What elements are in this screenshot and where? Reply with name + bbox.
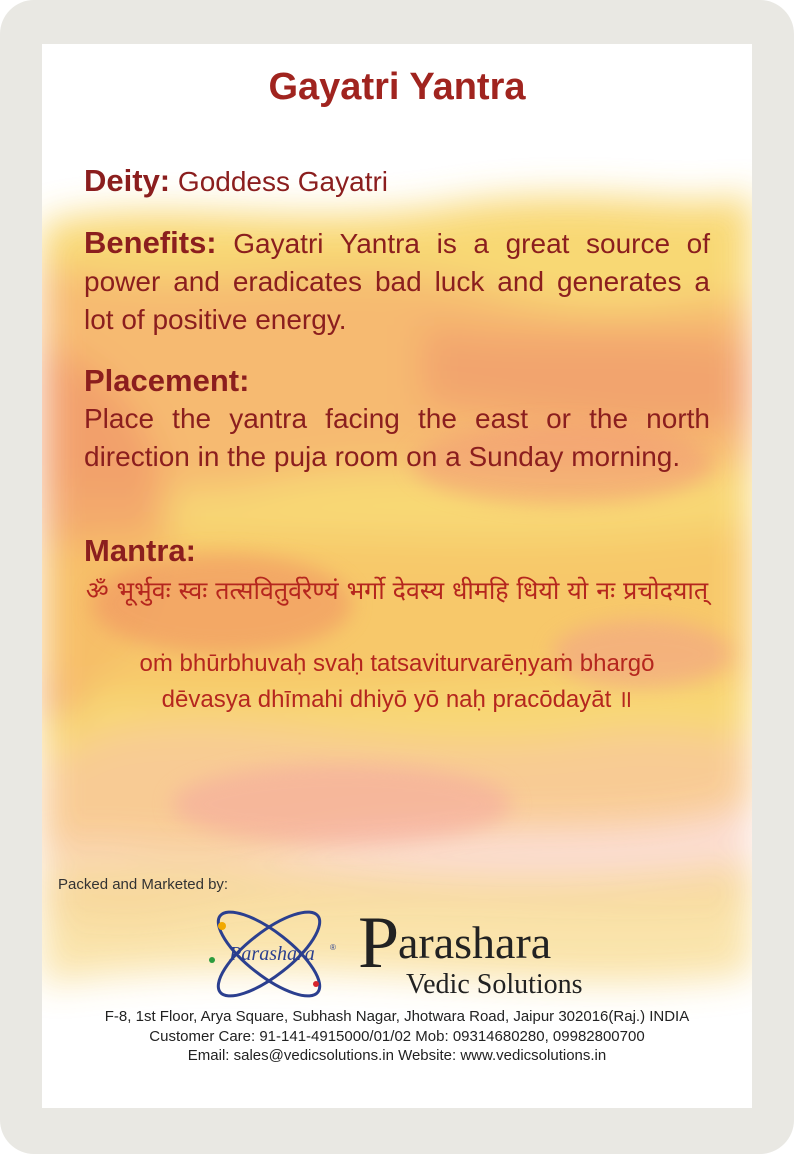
brand-name: arashara — [398, 917, 552, 968]
placement-label: Placement: — [84, 363, 250, 398]
benefits-label: Benefits: — [84, 225, 217, 260]
mantra-section — [84, 532, 710, 570]
mantra-transliteration-line-2: dēvasya dhīmahi dhiyō yō naḥ pracōdayāt ॥ — [161, 686, 633, 713]
mantra-devanagari: ॐ भूर्भुवः स्वः तत्सवितुर्वरेण्यं भर्गो देवस्य धीमहि धियो यो नः प्रचोदयात् — [85, 576, 709, 605]
card-panel — [42, 44, 752, 1108]
packed-by-label: Packed and Marketed by: — [58, 876, 229, 893]
deity-value: Goddess Gayatri — [177, 166, 389, 197]
placement-text: Place the yantra facing the east or the north direction in the puja room on a Sunday morning. — [84, 403, 710, 472]
logo-mark-text: Parashara — [229, 943, 315, 965]
footer-customer-care: Customer Care: 91-141-4915000/01/02 Mob: 09314680280, 09982800700 — [149, 1028, 645, 1045]
mantra-transliteration — [84, 646, 710, 718]
placement-section — [84, 362, 710, 476]
brand-subtitle: Vedic Solutions — [406, 969, 583, 1000]
brand-initial: P — [358, 902, 400, 984]
footer-address: F-8, 1st Floor, Arya Square, Subhash Nagar, Jhotwara Road, Jaipur 302016(Raj.) INDIA — [104, 1008, 690, 1025]
benefits-text: Gayatri Yantra is a great source of power and eradicates bad luck and generates a lot of positive energy. — [84, 228, 711, 335]
deity-label: Deity: — [84, 163, 171, 198]
deity-section — [84, 162, 710, 201]
mantra-label: Mantra: — [84, 533, 196, 568]
mantra-transliteration-line-1: oṁ bhūrbhuvaḥ svaḥ tatsaviturvarēṇyaṁ bhargō — [139, 650, 655, 677]
footer-contact: Email: sales@vedicsolutions.in Website: www.vedicsolutions.in — [187, 1047, 607, 1064]
page-title: Gayatri Yantra — [268, 66, 526, 108]
card-content — [42, 44, 752, 1108]
benefits-section — [84, 224, 710, 339]
registered-mark: ® — [330, 943, 336, 952]
parashara-logo-icon — [194, 904, 344, 1004]
